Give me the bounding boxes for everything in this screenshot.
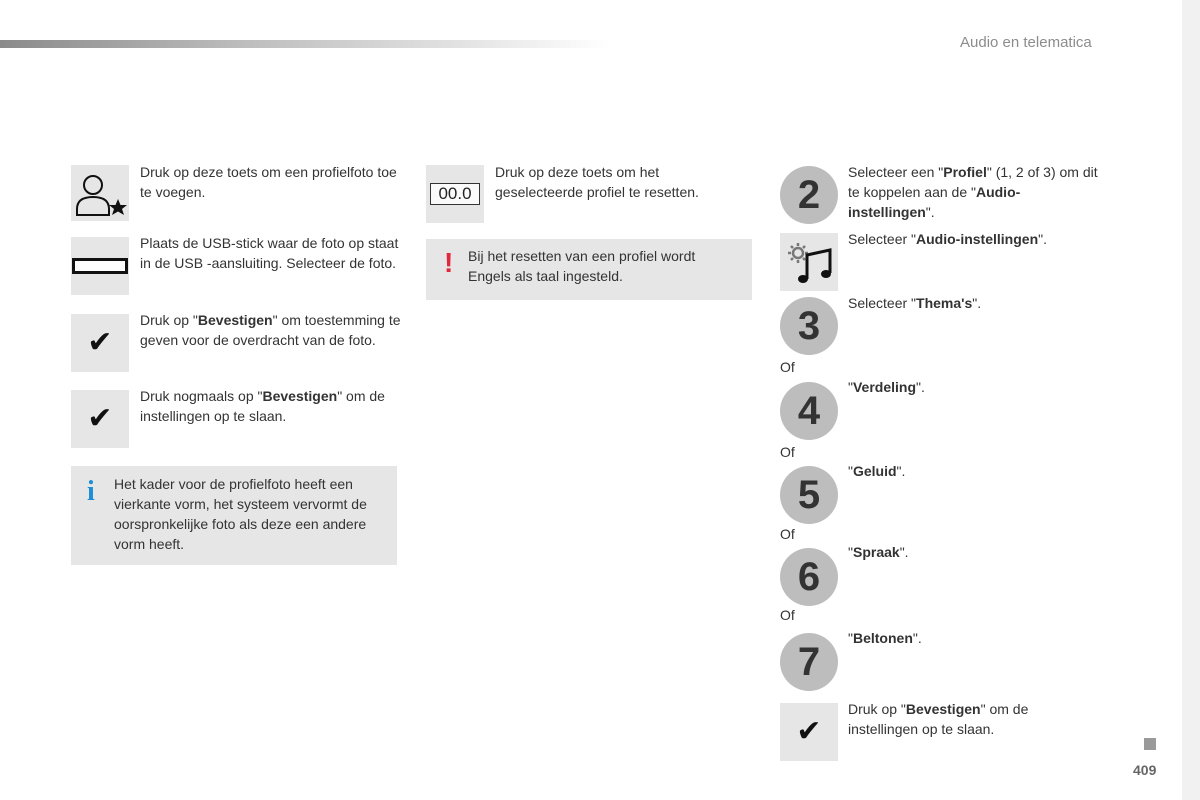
audio-settings-icon-box: [780, 233, 838, 291]
confirm-icon-box-1: [71, 314, 129, 372]
step-7-text: "Beltonen".: [848, 630, 922, 646]
audio-settings-text: Selecteer "Audio-instellingen".: [848, 231, 1047, 247]
step-5-text: "Geluid".: [848, 463, 906, 479]
section-title: Audio en telematica: [960, 34, 1092, 51]
warning-icon: !: [444, 247, 454, 278]
step-4-badge: 4: [780, 382, 838, 440]
audio-settings-icon: [780, 233, 838, 291]
info-note-text: Het kader voor de profielfoto heeft een vierkante vorm, het systeem vervormt de oorspronkelijke foto als deze een andere vorm heeft.: [114, 476, 367, 552]
step-3-badge: 3: [780, 297, 838, 355]
reset-display-icon: 00.0: [430, 183, 480, 205]
step-6-badge: 6: [780, 548, 838, 606]
or-label: Of: [780, 359, 795, 375]
info-icon: i: [87, 476, 95, 507]
warning-note: [426, 239, 752, 300]
confirm-transfer-text: Druk op "Bevestigen" om toestemming te geven voor de overdracht van de foto.: [140, 312, 401, 348]
check-icon: ✔: [796, 715, 822, 748]
usb-slot-icon: [72, 258, 128, 274]
user-star-icon: [71, 165, 129, 221]
step-2-badge: 2: [780, 166, 838, 224]
header-gradient-bar: [0, 40, 610, 48]
check-icon: ✔: [87, 402, 113, 435]
add-photo-text: Druk op deze toets om een profielfoto toe te voegen.: [140, 164, 397, 200]
usb-icon-box: [71, 237, 129, 295]
step-3-text: Selecteer "Thema's".: [848, 295, 982, 311]
reset-icon-box: [426, 165, 484, 223]
step-4-text: "Verdeling".: [848, 379, 925, 395]
confirm-save-text: Druk nogmaals op "Bevestigen" om de instellingen op te slaan.: [140, 388, 385, 424]
confirm-icon-box-3: [780, 703, 838, 761]
page-marker: [1144, 738, 1156, 750]
reset-text: Druk op deze toets om het geselecteerde profiel te resetten.: [495, 164, 699, 200]
confirm-icon-box-2: [71, 390, 129, 448]
usb-text: Plaats de USB-stick waar de foto op staat in de USB -aansluiting. Selecteer de foto.: [140, 235, 399, 271]
or-label: Of: [780, 444, 795, 460]
warning-note-text: Bij het resetten van een profiel wordt Engels als taal ingesteld.: [468, 248, 696, 284]
or-label: Of: [780, 607, 795, 623]
step-2-text: Selecteer een "Profiel" (1, 2 of 3) om dit te koppelen aan de "Audio-instellingen".: [848, 164, 1098, 220]
check-icon: ✔: [87, 326, 113, 359]
info-note: [71, 466, 397, 565]
step-5-badge: 5: [780, 466, 838, 524]
add-profile-photo-icon: [71, 165, 129, 221]
page-number: 409: [1133, 762, 1157, 778]
or-label: Of: [780, 526, 795, 542]
step-7-badge: 7: [780, 633, 838, 691]
step-6-text: "Spraak".: [848, 544, 909, 560]
page-edge-bar: [1182, 0, 1200, 800]
confirm-final-text: Druk op "Bevestigen" om de instellingen op te slaan.: [848, 701, 1029, 737]
